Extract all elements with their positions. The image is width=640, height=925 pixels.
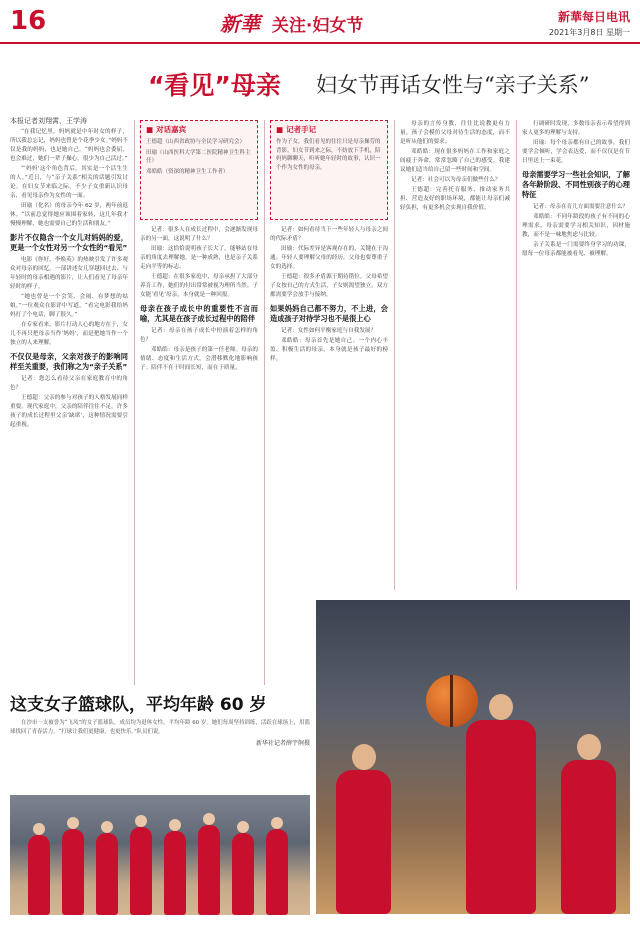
paragraph: 田瑜：这恰恰说明孩子长大了。能够站在母亲的角度去理解她，是一种成熟，也是亲子关系走向平等的标志。 [140,246,258,270]
guest-entry: 田瑜（山西医科大学第二医院精神卫生科主任） [146,149,251,164]
paragraph: 在专家看来，影片打动人心的地方在于，女儿不再只把母亲当作‘妈妈’，而是把她当作一个独立的人来理解。 [10,322,128,346]
byline: 本报记者刘翔霄、王学涛 [10,117,87,125]
guest-entry: 邓皓皓（资深的精神卫生工作者） [146,168,229,175]
section-title [220,8,363,37]
story-title: 这支女子篮球队，平均年龄 60 岁 [10,695,267,715]
column-2 [140,226,258,683]
paragraph: 行调研时发现，多数母亲表示希望得到家人更多的理解与支持。 [522,121,630,136]
player-figure [266,829,288,915]
basketball-story [10,690,310,915]
reporter-notes-box [270,120,388,220]
headline [148,66,628,102]
box-title: ■ 对话嘉宾 [146,124,252,135]
sub-head: 不仅仅是母亲，父亲对孩子的影响同样至关重要，我们称之为“亲子关系” [10,352,128,371]
player-figure [466,720,536,914]
column-5 [522,120,630,590]
paragraph: “她也曾是一个会笑、会闹、有梦想的姑娘。”一位观众在影评中写道，“看完电影我给妈妈打了个电话，聊了很久。” [10,294,128,318]
column-rule [394,120,395,590]
player-figure [164,831,186,915]
player-figure [28,835,50,915]
paragraph: 记者：您怎么看待父亲在家庭教育中的角色？ [10,376,128,391]
player-figure [336,770,391,914]
column-rule [134,120,135,685]
publication-date: 2021年3月8日 星期一 [548,28,630,37]
box-text: 作为子女，我们看见的往往只是母亲操劳的背影。妇女节到来之际，不妨放下手机，陪妈妈聊聊天，听听她年轻时的故事，认识一个作为女性的母亲。 [276,139,381,171]
sub-head: 如果妈妈自己都不努力，不上进，会造成孩子对待学习也不是很上心 [270,304,388,323]
paragraph: 王德超：完善托育服务、推动家务共担、营造友好的职场环境，都能让母亲们减轻负担，有更多机会实现自我价值。 [400,187,510,211]
sub-head: 母亲在孩子成长中的重要性不言而喻，尤其是在孩子成长过程中的陪伴 [140,304,258,323]
paragraph: 田瑜：代际差异是客观存在的，关键在于沟通。年轻人要理解父母的经历，父母也要尊重子女的选择。 [270,246,388,270]
paragraph: 在沙市一支被誉为“飞凤”的女子篮球队，成员均为退休女性，平均年龄 60 岁。她们每周坚持训练，活跃在球场上，用篮球找回了青春活力。“打球让我们更健康，也更快乐。”队员们说。 [10,720,310,735]
publication-name: 新華每日电讯 [557,10,630,24]
paragraph: “在我记忆里，妈妈就是中年时女的样子，所以我总忘记，妈妈也曾是个花季少女。”妈妈不仅是我的妈妈，也是她自己。“妈妈也会委屈，也会难过，她们一辈子操心，很少为自己活过。” [10,129,128,162]
basketball [426,675,478,727]
basketball-photo [316,600,630,914]
photo-credit: 新华社记者薛宇舸摄 [255,740,310,747]
paragraph: 记者：女性如何平衡家庭与自我发展？ [281,328,377,334]
headline-main: “看见”母亲 [148,71,281,100]
paragraph: 王德超：很多矛盾源于期待错位。父母希望子女按自己的方式生活，子女则渴望独立。双方都需要学会放手与接纳。 [270,274,388,298]
team-photo [10,795,310,915]
paragraph: 记者：如何看待当下一些年轻人与母亲之间的代际矛盾？ [270,227,388,242]
paragraph: 田瑜（化名）的母亲今年 62 岁，两年前退休。“以前总觉得她应该围着家转，这几年我才慢慢理解，她也需要自己的生活和朋友。” [10,203,128,227]
player-figure [198,825,220,915]
paragraph: 亲子关系是一门需要终身学习的功课，愿每一位母亲都能被看见、被理解。 [522,242,630,257]
paragraph: 记者：母亲在育儿方面需要注意什么？ [533,204,629,210]
paragraph: 王德超：在很多家庭中，母亲承担了大部分养育工作，她们的付出常常被视为理所当然。子女能‘看见’母亲，本身就是一种回报。 [140,274,258,298]
column-1 [10,128,128,683]
paragraph: 王德超：父亲的参与对孩子的人格发展同样重要。现代家庭中，父亲的陪伴往往不足，许多孩子的成长过程里父亲‘缺席’，这种情况需要引起重视。 [10,395,128,428]
box-title: ■ 记者手记 [276,124,382,135]
player-figure [96,833,118,915]
paragraph: 记者：母亲在孩子成长中扮演着怎样的角色？ [140,328,258,343]
dialogue-guests-box [140,120,258,220]
paragraph: “‘妈妈’这个角色背后，其实是一个活生生的人。”近日，与“亲子关系”相关的话题引发讨论。在妇女节来临之际，不少子女重新认识母亲，看见母亲作为女性的一面。 [10,166,128,199]
paragraph: 母亲的言传身教，往往比说教更有力量。孩子会模仿父母对待生活的态度，而不是听从他们的要求。 [400,121,510,145]
paragraph: 邓皓皓：现在很多妈妈在工作和家庭之间疲于奔命，常常忽略了自己的感受。我建议她们适当给自己留一些时间和空间。 [400,149,510,173]
story-text [10,719,310,736]
paragraph: 邓皓皓：不同年龄段的孩子有不同的心理需求，母亲需要学习相关知识，因材施教，而不是一味地焦虑与比较。 [522,214,630,238]
paragraph: 记者：很多人在成长过程中，会逐渐发现母亲的另一面，这说明了什么？ [140,227,258,242]
player-figure [130,827,152,915]
paragraph: 邓皓皓：母亲是孩子的第一任老师。母亲的情绪、态度和生活方式，会潜移默化地影响孩子。陪伴不在于时间长短，而在于质量。 [140,347,258,371]
brand-logo: 新華 [220,12,260,36]
masthead [0,0,640,44]
paragraph: 记者：社会可以为母亲们做些什么？ [411,177,501,183]
sub-head: 影片不仅隐含一个女儿对妈妈的爱，更是一个女性对另一个女性的“看见” [10,233,128,252]
column-4 [400,120,510,590]
guest-entry: 王德超（山西省政协与全民学习研究会） [146,139,246,145]
page-number: 16 [10,6,47,36]
player-figure [62,829,84,915]
section-label: 关注·妇女节 [271,16,364,36]
player-figure [561,760,616,914]
paragraph: 邓皓皓：母亲首先是她自己。一个内心丰盈、积极生活的母亲，本身就是孩子最好的榜样。 [270,338,388,362]
sub-head: 母亲需要学习一些社会知识，了解各年龄阶段、不同性别孩子的心理特征 [522,170,630,199]
paragraph: 电影《你好，李焕英》的热映引发了许多观众对母亲的回忆。一部讲述女儿穿越回过去、与年轻时的母亲相遇的影片，让人们看见了母亲年轻时的样子。 [10,257,128,290]
player-figure [232,833,254,915]
paragraph: 田瑜：每个母亲都有自己的故事。我们要学会倾听，学会表达爱，而不仅仅是在节日里送上一束花。 [522,140,630,164]
column-rule [264,120,265,685]
headline-sub: 妇女节再话女性与“亲子关系” [316,73,590,97]
column-rule [516,120,517,590]
